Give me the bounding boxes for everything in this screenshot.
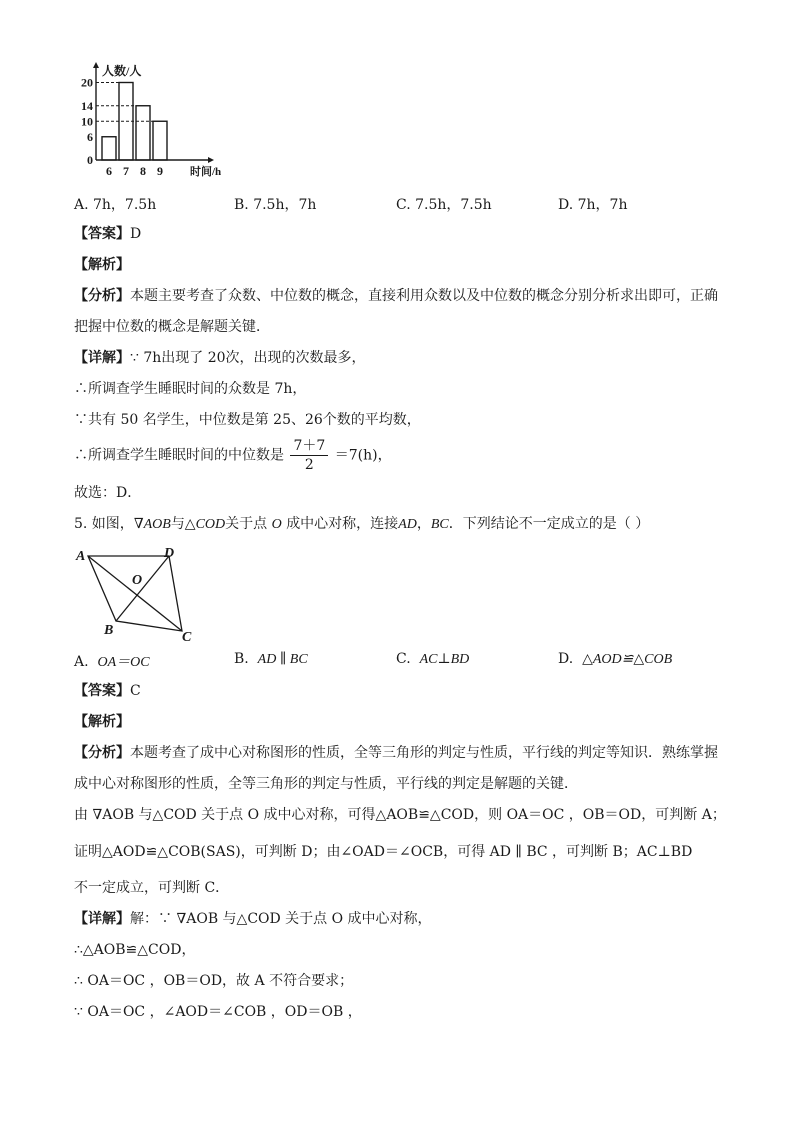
- vertex-c-label: C: [182, 630, 192, 644]
- diagonal-ac: [88, 556, 182, 631]
- stem-mid2: 关于点: [225, 516, 268, 532]
- analysis-heading: [74, 256, 130, 274]
- q5-analysis-label: 【解析】: [74, 714, 130, 730]
- stem-tri1: ∇AOB: [133, 517, 171, 532]
- q5-detail-text-1: 解：∵ ∇AOB 与△COD 关于点 O 成中心对称，: [130, 911, 432, 927]
- stem-ad: AD: [398, 517, 417, 532]
- y-tick-label: 14: [81, 98, 93, 113]
- fenxi-text-1: 本题主要考查了众数、中位数的概念，直接利用众数以及中位数的概念分别分析求出即可，正确: [130, 288, 718, 304]
- stem-pre: 5. 如图，: [74, 516, 134, 532]
- option-a: A. 7h，7.5h: [74, 197, 157, 213]
- q5-fenxi-line-2: 成中心对称图形的性质，全等三角形的判定与性质，平行线的判定是解题的关键．: [74, 776, 578, 792]
- analysis-label: 【解析】: [74, 257, 130, 273]
- detail-4-post: ＝7(h)，: [334, 447, 392, 464]
- bar: [102, 137, 116, 160]
- diagonal-bd: [116, 556, 169, 621]
- bar-chart: [68, 58, 238, 188]
- detail-text-1: ∵ 7h出现了 20次，出现的次数最多，: [130, 350, 366, 366]
- point-o-label: O: [132, 573, 143, 588]
- detail-line-1: [74, 349, 366, 367]
- detail-line-3: ∵共有 50 名学生，中位数是第 25、26个数的平均数，: [74, 412, 421, 428]
- detail-label: 【详解】: [74, 350, 130, 366]
- fraction: [290, 437, 328, 474]
- answer-label: 【答案】: [74, 226, 130, 242]
- detail-line-2: ∴所调查学生睡眠时间的众数是 7h，: [74, 381, 307, 397]
- q5-detail-line-1: [74, 910, 432, 928]
- fenxi-line-1: [74, 287, 718, 305]
- bar: [136, 106, 150, 160]
- y-tick-label: 10: [81, 114, 93, 129]
- y-tick-label: 0: [87, 153, 93, 167]
- y-axis-arrow: [93, 62, 99, 68]
- detail-line-4: [74, 437, 392, 474]
- y-tick-label: 6: [87, 129, 93, 144]
- q5-answer-value: C: [130, 683, 141, 699]
- fenxi-line-2: 把握中位数的概念是解题关键．: [74, 319, 270, 335]
- q5-fenxi-line-4: 证明△AOD≌△COB(SAS)，可判断 D；由∠OAD＝∠OCB，可得 AD ∥ BC ，可判断 B；AC⊥BD: [74, 844, 693, 860]
- q5-answer-label: 【答案】: [74, 683, 130, 699]
- answer-value: D: [130, 226, 142, 242]
- answer-line: [74, 225, 141, 243]
- y-tick-label: 20: [81, 75, 93, 90]
- stem-mid3: 成中心对称，连接: [286, 516, 399, 532]
- quadrilateral-figure: [72, 542, 202, 644]
- q5-fenxi-text-1: 本题考查了成中心对称图形的性质，全等三角形的判定与性质，平行线的判定等知识．熟练掌握: [130, 745, 718, 761]
- x-tick-label: 8: [140, 164, 146, 178]
- q5-fenxi-line-5: 不一定成立，可判断 C．: [74, 880, 230, 896]
- q5-detail-line-4: ∵ OA＝OC ，∠AOD＝∠COB ，OD＝OB ，: [74, 1004, 362, 1020]
- stem-mid: 与△: [170, 516, 196, 532]
- q5-detail-line-3: ∴ OA＝OC ，OB＝OD，故 A 不符合要求；: [74, 973, 354, 989]
- fenxi-label: 【分析】: [74, 288, 130, 304]
- option-c: C. 7.5h，7.5h: [396, 197, 492, 213]
- q5-fenxi-label: 【分析】: [74, 745, 130, 761]
- q5-analysis-heading: [74, 713, 130, 731]
- stem-tri2: COD: [195, 517, 226, 532]
- x-axis-arrow: [208, 157, 214, 163]
- conclusion: 故选：D．: [74, 485, 142, 501]
- q5-answer-line: [74, 682, 141, 700]
- stem-bc: BC: [430, 517, 449, 532]
- q5-stem: [74, 515, 649, 534]
- q5-option-c: C. AC⊥BD: [396, 651, 470, 667]
- vertex-a-label: A: [76, 549, 86, 564]
- q5-fenxi-line-3: 由 ∇AOB 与△COD 关于点 O 成中心对称，可得△AOB≌△COD，则 OA＝OC ，OB＝OD，可判断 A；: [74, 807, 726, 823]
- fraction-numerator: 7＋7: [290, 437, 328, 456]
- detail-4-pre: ∴所调查学生睡眠时间的中位数是: [74, 447, 284, 464]
- stem-comma: ，: [416, 516, 431, 532]
- x-axis-label: 时间/h: [190, 166, 222, 178]
- q5-option-d: D. △AOD≌△COB: [558, 651, 673, 667]
- q5-option-b: B. AD ∥ BC: [234, 651, 308, 667]
- option-d: D. 7h，7h: [558, 197, 628, 213]
- stem-post: ．下列结论不一定成立的是（ ）: [448, 516, 650, 532]
- x-tick-label: 9: [157, 164, 163, 178]
- option-b: B. 7.5h，7h: [234, 197, 317, 213]
- bar: [153, 121, 167, 160]
- q5-option-a: A. OA＝OC: [74, 654, 150, 670]
- stem-o: O: [271, 517, 282, 532]
- x-tick-label: 7: [123, 164, 129, 178]
- y-axis-label: 人数/人: [102, 64, 142, 78]
- x-tick-label: 6: [106, 164, 112, 178]
- vertex-d-label: D: [164, 546, 175, 561]
- q5-fenxi-line-1: [74, 744, 718, 762]
- q5-detail-line-2: ∴△AOB≌△COD，: [74, 942, 196, 958]
- vertex-b-label: B: [104, 623, 114, 638]
- fraction-denominator: 2: [304, 457, 314, 473]
- q5-detail-label: 【详解】: [74, 911, 130, 927]
